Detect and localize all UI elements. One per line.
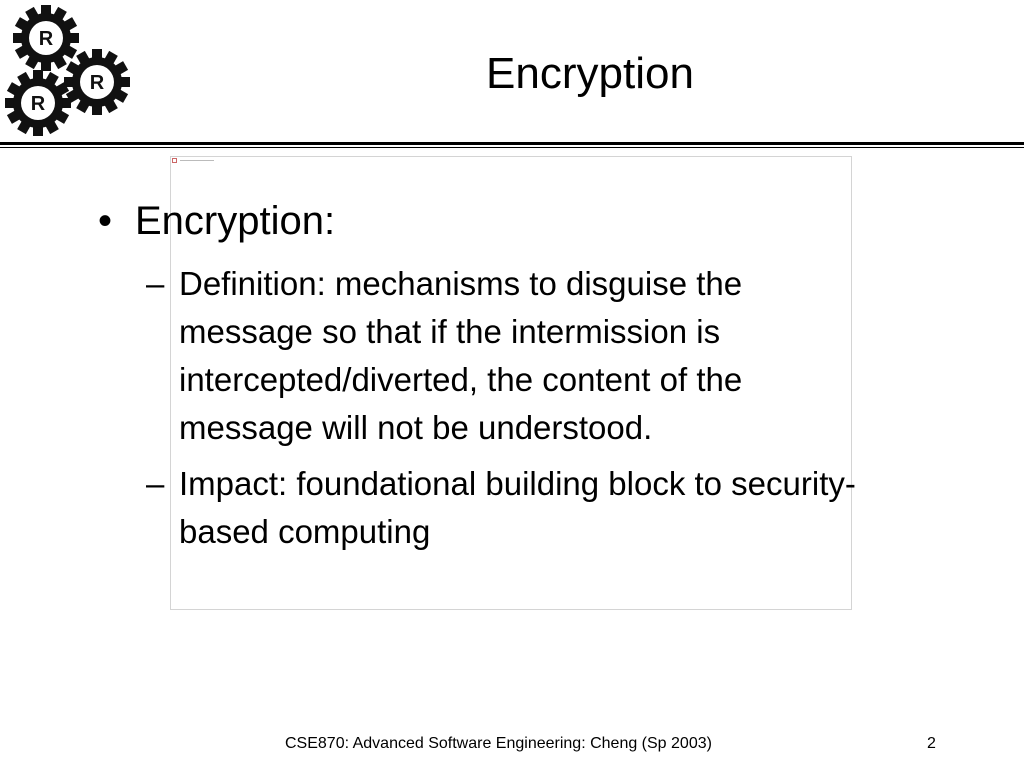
title-divider-thin xyxy=(0,147,1024,148)
sub-bullet-marker: – xyxy=(146,265,165,302)
sub-bullet-text: Impact: foundational building block to security-based computing xyxy=(179,465,856,550)
bullet-text: Encryption: xyxy=(135,199,336,243)
logo-letter: R xyxy=(30,93,46,115)
gear-logo-icon xyxy=(0,0,140,142)
sub-bullet-item xyxy=(146,260,866,452)
page-number: 2 xyxy=(927,735,936,752)
broken-image-icon xyxy=(172,158,177,163)
sub-bullet-item xyxy=(146,460,866,556)
broken-image-caption xyxy=(180,160,214,161)
logo-letter: R xyxy=(89,72,105,94)
bullet-item xyxy=(98,197,335,245)
sub-bullet-marker: – xyxy=(146,465,165,502)
title-divider xyxy=(0,142,1024,145)
sub-bullet-text: Definition: mechanisms to disguise the message so that if the intermission is intercepted/diverted, the content of the message will not be understood. xyxy=(179,265,743,446)
logo-letter: R xyxy=(38,28,54,50)
slide-title: Encryption xyxy=(486,49,694,98)
footer-text: CSE870: Advanced Software Engineering: Cheng (Sp 2003) xyxy=(285,735,712,752)
bullet-marker: • xyxy=(98,199,113,243)
